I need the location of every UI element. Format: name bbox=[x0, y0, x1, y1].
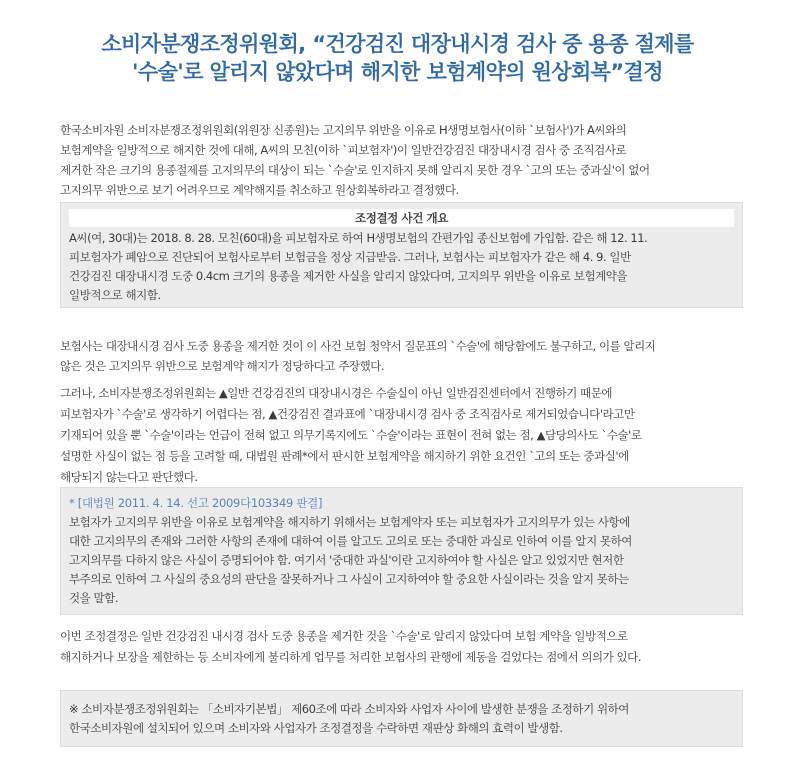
case-summary-heading: 조정결정 사건 개요 bbox=[69, 209, 734, 227]
title-line-1: 소비자분쟁조정위원회, “건강검진 대장내시경 검사 중 용종 절제를 bbox=[101, 32, 694, 56]
insurer-claim-paragraph: 보험사는 대장내시경 검사 도중 용종을 제거한 것이 이 사건 보험 청약서 질문표의 `수술'에 해당함에도 불구하고, 이를 알리지 않은 것은 고지의무 위반으로 보험계약 해지가 정당하다고 주장했다. bbox=[60, 339, 656, 373]
committee-judgment-paragraph: 그러나, 소비자분쟁조정위원회는 ▲일반 건강검진의 대장내시경은 수술실이 아닌 일반검진센터에서 진행하기 때문에 피보험자가 `수술'로 생각하기 어렵다는 점, ▲건강검진 결과표에 `대장내시경 검사 중 조직검사로 제거되었습니다'라고만 기재되어 있을 뿐 `수술'이라는 언급이 전혀 없고 의무기록지에도 `수술'이라는 표현이 전혀 없는 점, ▲담당의사도 `수술'로 설명한 사실이 없는 점 등을 고려할 때, 대법원 판례*에서 판시한 보험계약을 해지하기 위한 요건인 `고의 또는 중과실'에 해당되지 않는다고 판단했다. bbox=[60, 386, 642, 484]
case-summary-body: A씨(여, 30대)는 2018. 8. 28. 모친(60대)을 피보험자로 하여 H생명보험의 간편가입 종신보험에 가입함. 같은 해 12. 11. 피보험자가 폐암으로 진단되어 보험사로부터 보험금을 정상 지급받음. 그러나, 보험사는 피보험자가 같은 해 4. 9. 일반 건강검진 대장내시경 도중 0.4cm 크기의 용종을 제거한 사실을 알리지 않았다며, 고지의무 위반을 이유로 보험계약을 일방적으로 해지함. bbox=[69, 231, 648, 302]
significance-paragraph: 이번 조정결정은 일반 건강검진 내시경 검사 도중 용종을 제거한 것을 `수술'로 알리지 않았다며 보험 계약을 일방적으로 해지하거나 보장을 제한하는 등 소비자에게 불리하게 업무를 처리한 보험사의 관행에 제동을 걸었다는 점에서 의의가 있다. bbox=[60, 629, 642, 664]
ruling-body: 보험자가 고지의무 위반을 이유로 보험계약을 해지하기 위해서는 보험계약자 또는 피보험자가 고지의무가 있는 사항에 대한 고지의무의 존재와 그러한 사항의 존재에 대하여 이를 알고도 고의로 또는 중대한 과실로 인하여 이를 알지 못하여 고지의무를 다하지 않은 사실이 증명되어야 함. 여기서 '중대한 과실'이란 고지하여야 할 사실은 알고 있었지만 현저한 부주의로 인하여 그 사실의 중요성의 판단을 잘못하거나 그 사실이 고지하여야 할 중요한 사실이라는 것을 알지 못하는 것을 말함. bbox=[69, 515, 632, 605]
case-summary-box bbox=[60, 202, 743, 308]
supreme-court-ruling-box bbox=[60, 487, 743, 615]
committee-note-body: ※ 소비자분쟁조정위원회는 「소비자기본법」 제60조에 따라 소비자와 사업자 사이에 발생한 분쟁을 조정하기 위하여 한국소비자원에 설치되어 있으며 소비자와 사업자가 조정결정을 수락하면 재판상 화해의 효력이 발생함. bbox=[69, 702, 629, 735]
ruling-citation: * [대법원 2011. 4. 14. 선고 2009다103349 판결] bbox=[69, 496, 323, 510]
title-line-2: '수술'로 알리지 않았다며 해지한 보험계약의 원상회복”결정 bbox=[132, 60, 663, 84]
intro-paragraph: 한국소비자원 소비자분쟁조정위원회(위원장 신종원)는 고지의무 위반을 이유로 H생명보험사(이하 `보험사')가 A씨와의 보험계약을 일방적으로 해지한 것에 대해, A씨의 모친(이하 `피보험자')이 일반건강검진 대장내시경 검사 중 조직검사로 제거한 작은 크기의 용종절제를 고지의무의 대상이 되는 `수술'로 인지하지 못해 알리지 못한 경우 `고의 또는 중과실'이 없어 고지의무 위반으로 보기 어려우므로 계약해지를 취소하고 원상회복하라고 결정했다. bbox=[60, 123, 650, 197]
committee-note-box bbox=[60, 690, 743, 747]
press-release-title bbox=[20, 30, 775, 86]
